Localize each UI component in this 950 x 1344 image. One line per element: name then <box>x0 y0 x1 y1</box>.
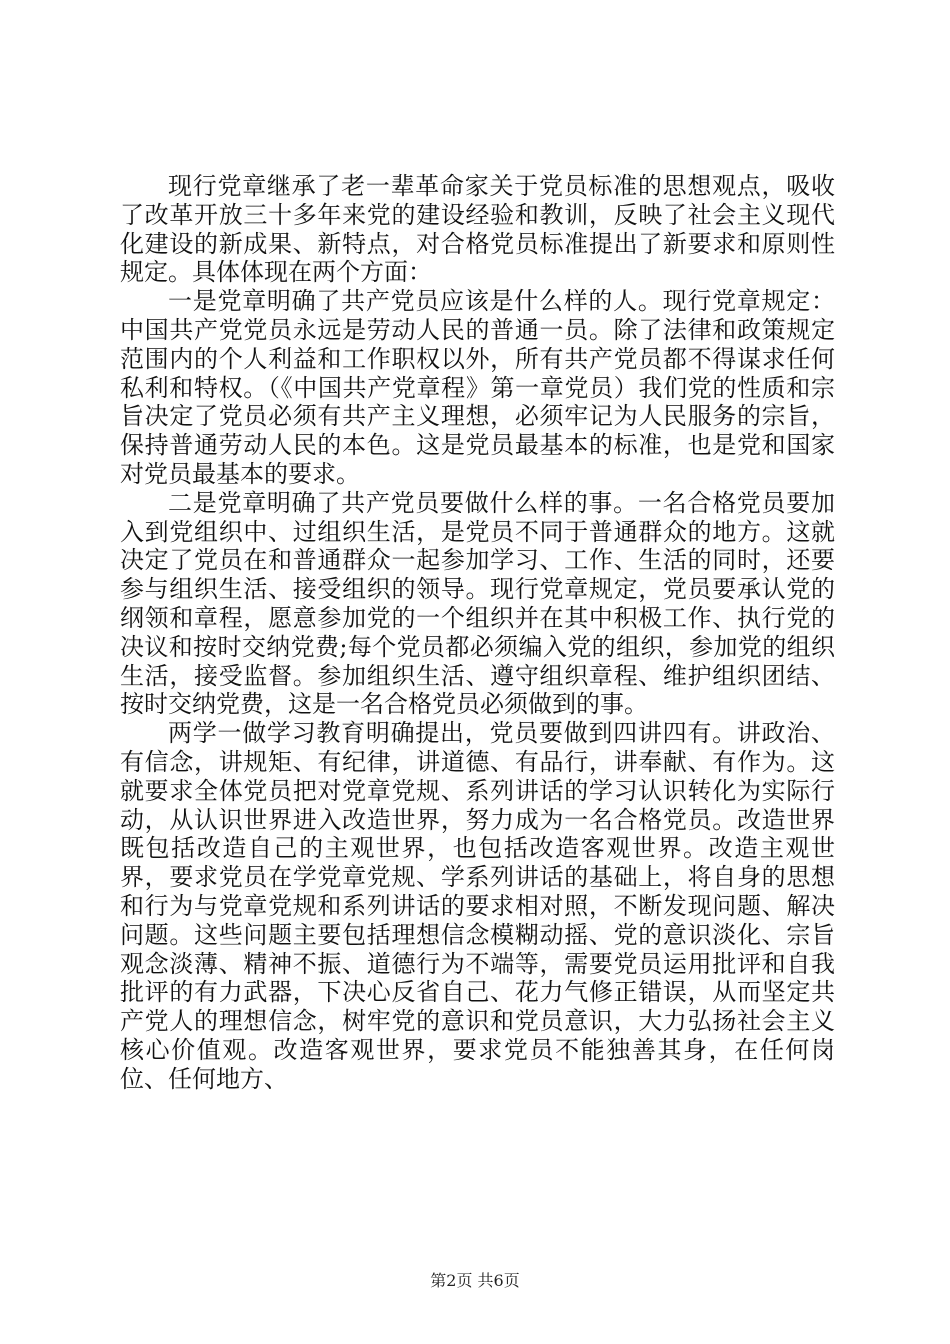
paragraph-1: 现行党章继承了老一辈革命家关于党员标准的思想观点，吸收了改革开放三十多年来党的建设经验和教训，反映了社会主义现代化建设的新成果、新特点，对合格党员标准提出了新要求和原则性规定。具体体现在两个方面： <box>120 172 835 287</box>
paragraph-4: 两学一做学习教育明确提出，党员要做到四讲四有。讲政治、有信念，讲规矩、有纪律，讲道德、有品行，讲奉献、有作为。这就要求全体党员把对党章党规、系列讲话的学习认识转化为实际行动，从认识世界进入改造世界，努力成为一名合格党员。改造世界既包括改造自己的主观世界，也包括改造客观世界。改造主观世界，要求党员在学党章党规、学系列讲话的基础上，将自身的思想和行为与党章党规和系列讲话的要求相对照，不断发现问题、解决问题。这些问题主要包括理想信念模糊动摇、党的意识淡化、宗旨观念淡薄、精神不振、道德行为不端等，需要党员运用批评和自我批评的有力武器，下决心反省自己、花力气修正错误，从而坚定共产党人的理想信念，树牢党的意识和党员意识，大力弘扬社会主义核心价值观。改造客观世界，要求党员不能独善其身，在任何岗位、任何地方、 <box>120 719 835 1093</box>
paragraph-3: 二是党章明确了共产党员要做什么样的事。一名合格党员要加入到党组织中、过组织生活，是党员不同于普通群众的地方。这就决定了党员在和普通群众一起参加学习、工作、生活的同时，还要参与组织生活、接受组织的领导。现行党章规定，党员要承认党的纲领和章程，愿意参加党的一个组织并在其中积极工作、执行党的决议和按时交纳党费;每个党员都必须编入党的组织，参加党的组织生活，接受监督。参加组织生活、遵守组织章程、维护组织团结、按时交纳党费，这是一名合格党员必须做到的事。 <box>120 488 835 719</box>
page-footer: 第2页 共6页 <box>430 1271 520 1290</box>
document-body <box>120 172 835 1094</box>
paragraph-2: 一是党章明确了共产党员应该是什么样的人。现行党章规定：中国共产党党员永远是劳动人民的普通一员。除了法律和政策规定范围内的个人利益和工作职权以外，所有共产党员都不得谋求任何私利和特权。（《中国共产党章程》第一章党员）我们党的性质和宗旨决定了党员必须有共产主义理想，必须牢记为人民服务的宗旨，保持普通劳动人民的本色。这是党员最基本的标准，也是党和国家对党员最基本的要求。 <box>120 287 835 488</box>
